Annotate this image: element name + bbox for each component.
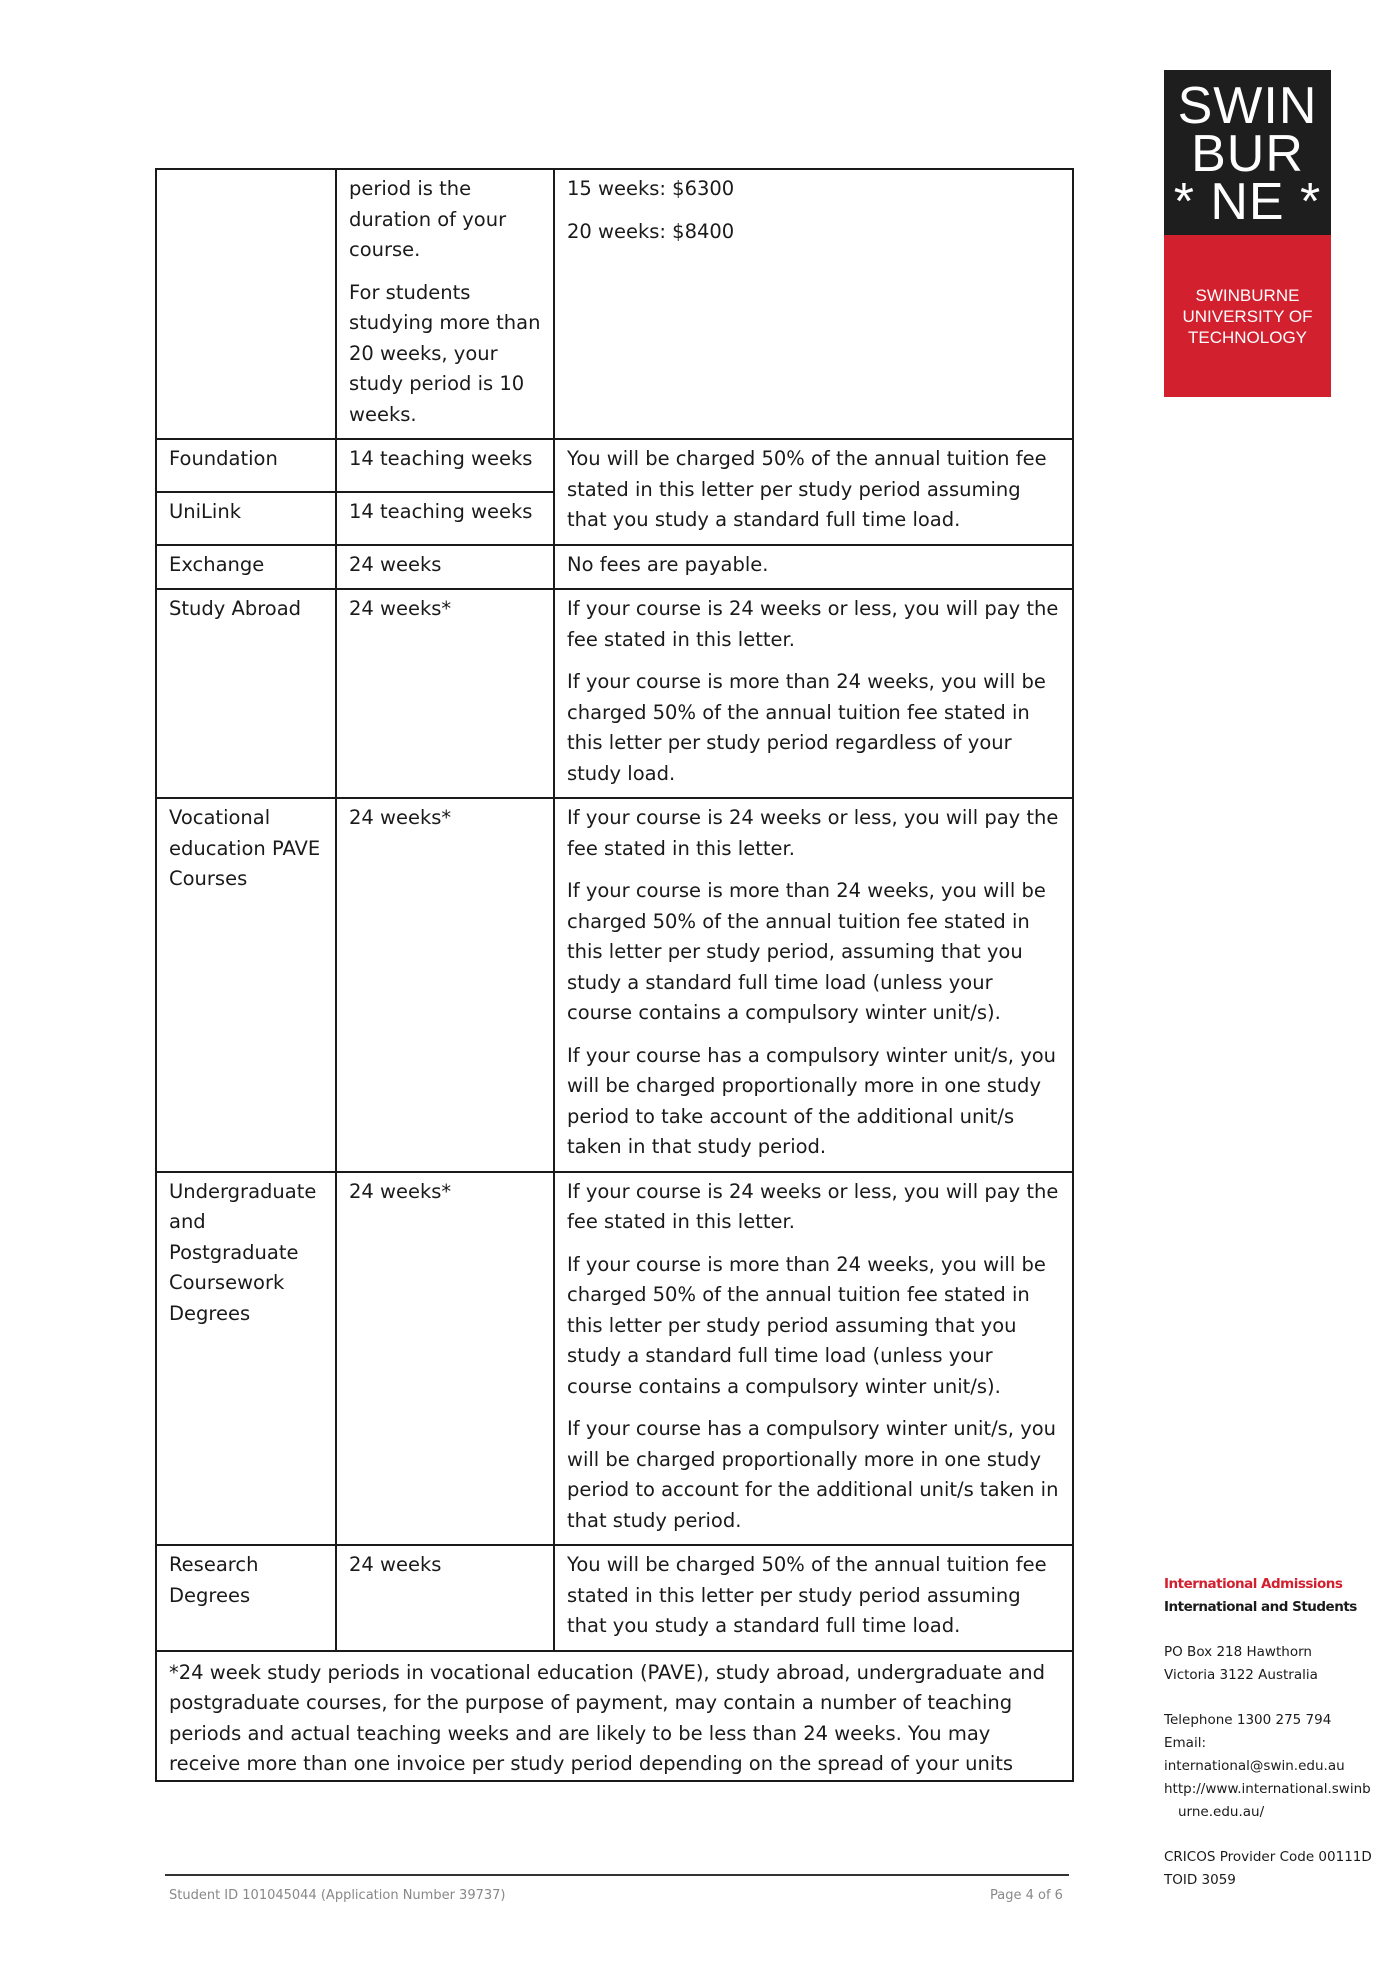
cricos-code: CRICOS Provider Code 00111D [1164, 1849, 1372, 1865]
logo-wordmark: SWIN BUR * NE * [1173, 77, 1322, 231]
logo-wordmark-block [1164, 70, 1331, 235]
fee-cell: You will be charged 50% of the annual tuition fee stated in this letter per study period assuming that you study a standard full time load. [554, 1545, 1073, 1651]
study-period-cell: 24 weeks* [336, 798, 554, 1172]
footer-student-id: Student ID 101045044 (Application Number 39737) [169, 1888, 506, 1903]
table-row [156, 1172, 1073, 1546]
table-row [156, 1545, 1073, 1651]
table-row [156, 798, 1073, 1172]
website-link-continued[interactable]: urne.edu.au/ [1178, 1804, 1265, 1820]
postal-address [1164, 1641, 1389, 1687]
study-period-cell: 24 weeks* [336, 1172, 554, 1546]
fee-cell [554, 169, 1073, 439]
fee-schedule-table [155, 168, 1074, 1782]
logo-university-name: SWINBURNE UNIVERSITY OF TECHNOLOGY [1164, 235, 1331, 397]
provider-codes [1164, 1846, 1389, 1892]
department-subtitle: International and Students [1164, 1599, 1357, 1615]
telephone: Telephone 1300 275 794 [1164, 1712, 1332, 1728]
cell-paragraph: 15 weeks: $6300 [567, 177, 735, 200]
study-type-cell [156, 169, 336, 439]
fee-cell [554, 798, 1073, 1172]
fee-cell [554, 1172, 1073, 1546]
study-type-cell: Study Abroad [156, 589, 336, 798]
department-title: International Admissions [1164, 1576, 1343, 1592]
table-footnote-row [156, 1651, 1073, 1781]
table-row [156, 439, 1073, 492]
cell-paragraph: period is the duration of your course. [349, 177, 507, 261]
fee-cell [554, 589, 1073, 798]
cell-paragraph: If your course is 24 weeks or less, you will pay the fee stated in this letter. [567, 806, 1059, 860]
study-type-cell: Research Degrees [156, 1545, 336, 1651]
email: Email: international@swin.edu.au [1164, 1735, 1345, 1774]
table-row [156, 169, 1073, 439]
cell-paragraph: If your course is more than 24 weeks, you will be charged 50% of the annual tuition fee stated in this letter per study period assuming that you study a standard full time load (unless your course contains a compulsory winter unit/s). [567, 1252, 1046, 1398]
cell-paragraph: If your course is more than 24 weeks, you will be charged 50% of the annual tuition fee stated in this letter per study period regardless of your study load. [567, 670, 1046, 785]
address-line: Victoria 3122 Australia [1164, 1667, 1318, 1683]
cell-paragraph: If your course is 24 weeks or less, you will pay the fee stated in this letter. [567, 597, 1059, 651]
study-period-cell: 14 teaching weeks [336, 492, 554, 545]
footnote-cell: *24 week study periods in vocational education (PAVE), study abroad, undergraduate and postgraduate courses, for the purpose of payment, may contain a number of teaching periods and actual teaching weeks and are likely to be less than 24 weeks. You may receive more than one invoice per study period depending on the spread of your units [156, 1651, 1073, 1781]
fee-cell: You will be charged 50% of the annual tuition fee stated in this letter per study period assuming that you study a standard full time load. [554, 439, 1073, 545]
study-type-cell: Undergraduate and Postgraduate Coursework Degrees [156, 1172, 336, 1546]
footer-divider [165, 1874, 1069, 1876]
study-period-cell: 24 weeks* [336, 589, 554, 798]
contact-details [1164, 1709, 1389, 1824]
swinburne-logo [1164, 70, 1331, 397]
cell-paragraph: For students studying more than 20 weeks, your study period is 10 weeks. [349, 280, 541, 426]
fee-cell: No fees are payable. [554, 545, 1073, 590]
study-period-cell: 24 weeks [336, 545, 554, 590]
contact-block [1164, 1573, 1389, 1892]
cell-paragraph: If your course is more than 24 weeks, you will be charged 50% of the annual tuition fee stated in this letter per study period, assuming that you study a standard full time load (unless your course contains a compulsory winter unit/s). [567, 879, 1046, 1024]
website-link[interactable]: http://www.international.swinb [1164, 1781, 1371, 1797]
toid-code: TOID 3059 [1164, 1872, 1236, 1888]
study-type-cell: Foundation [156, 439, 336, 492]
study-period-cell [336, 169, 554, 439]
cell-paragraph: 20 weeks: $8400 [567, 219, 735, 243]
table-row [156, 589, 1073, 798]
cell-paragraph: If your course is 24 weeks or less, you will pay the fee stated in this letter. [567, 1179, 1059, 1233]
cell-paragraph: If your course has a compulsory winter unit/s, you will be charged proportionally more in one study period to account for the additional unit/s taken in that study period. [567, 1417, 1059, 1532]
address-line: PO Box 218 Hawthorn [1164, 1644, 1312, 1660]
study-type-cell: UniLink [156, 492, 336, 545]
table-row [156, 545, 1073, 590]
study-period-cell: 24 weeks [336, 1545, 554, 1651]
cell-paragraph: If your course has a compulsory winter unit/s, you will be charged proportionally more in one study period to take account of the additional unit/s taken in that study period. [567, 1043, 1057, 1158]
study-period-cell: 14 teaching weeks [336, 439, 554, 492]
study-type-cell: Exchange [156, 545, 336, 590]
footer-page-number: Page 4 of 6 [990, 1888, 1063, 1903]
study-type-cell: Vocational education PAVE Courses [156, 798, 336, 1172]
